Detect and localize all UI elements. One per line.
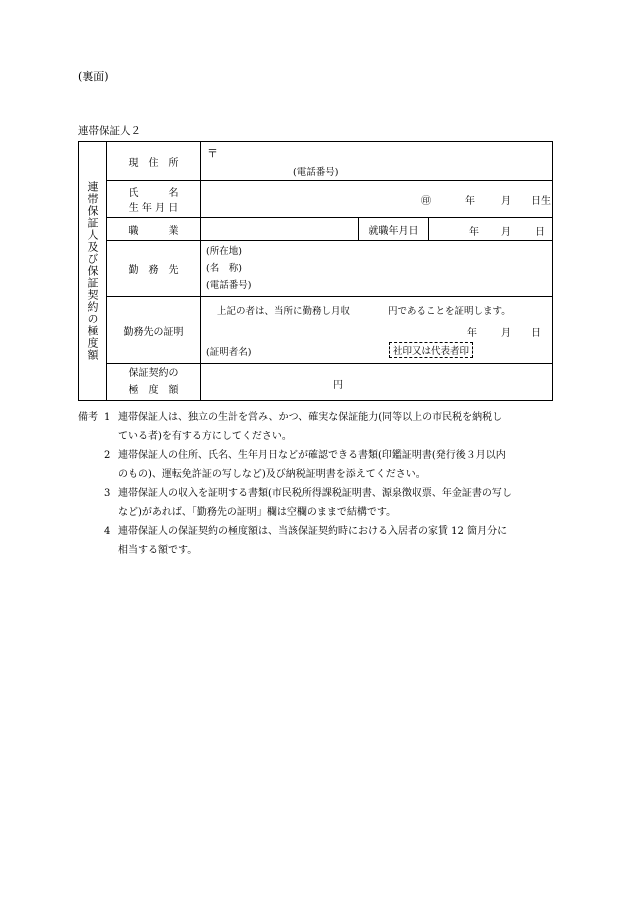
certificate-text: 上記の者は、当所に勤務し月収 円であることを証明します。 — [217, 306, 511, 317]
occupation-label: 職 業 — [107, 218, 201, 241]
employment-date-field[interactable] — [429, 218, 553, 241]
dob-month: 月 — [501, 196, 511, 207]
workplace-label: 勤 務 先 — [107, 241, 201, 297]
occupation-field[interactable] — [201, 218, 359, 241]
notes-section — [78, 408, 548, 560]
emp-day: 日 — [535, 227, 545, 238]
limit-label: 保証契約の 極 度 額 — [107, 364, 201, 401]
workplace-name-label: (名 称) — [206, 263, 242, 274]
dob-day: 日生 — [531, 196, 551, 207]
seal-mark: ㊞ — [421, 196, 431, 207]
certificate-label: 勤務先の証明 — [107, 297, 201, 364]
certifier-seal-box: 社印又は代表者印 — [389, 342, 473, 358]
certifier-label: (証明者名) — [206, 347, 252, 358]
dob-year: 年 — [465, 196, 475, 207]
cert-year: 年 — [467, 328, 477, 339]
workplace-phone-label: (電話番号) — [206, 280, 252, 291]
limit-yen: 円 — [333, 380, 343, 391]
certificate-field[interactable] — [201, 297, 553, 364]
limit-field[interactable] — [201, 364, 553, 401]
section-title: 連帯保証人２ — [78, 125, 141, 137]
page-side-label: (裏面) — [78, 70, 109, 83]
cert-month: 月 — [501, 328, 511, 339]
workplace-field[interactable] — [201, 241, 553, 297]
address-field[interactable] — [201, 142, 553, 181]
emp-month: 月 — [501, 227, 511, 238]
postal-mark: 〒 — [207, 147, 218, 160]
note-item-2: 2 連帯保証人の住所、氏名、生年月日などが確認できる書類(印鑑証明書(発行後３月以内 のもの)、運転免許証の写しなど)及び納税証明書を添えてください。 — [104, 450, 506, 480]
cert-day: 日 — [531, 328, 541, 339]
address-label: 現 住 所 — [107, 142, 201, 181]
side-label: 連帯保証人及び保証契約の極度額 — [86, 181, 99, 361]
side-label-cell — [79, 142, 107, 401]
address-phone-label: (電話番号) — [293, 167, 339, 178]
guarantor-form-table — [78, 141, 553, 401]
name-dob-field[interactable] — [201, 181, 553, 218]
note-item-1: 備考 1 連帯保証人は、独立の生計を営み、かつ、確実な保証能力(同等以上の市民税を納税し ている者)を有する方にしてください。 — [78, 408, 548, 446]
workplace-address-label: (所在地) — [206, 246, 242, 257]
employment-date-label: 就職年月日 — [359, 218, 429, 241]
note-item-4: 4 連帯保証人の保証契約の極度額は、当該保証契約時における入居者の家賃 12 箇月分に 相当する額です。 — [104, 526, 508, 556]
name-dob-label: 氏 名 生 年 月 日 — [107, 181, 201, 218]
emp-year: 年 — [469, 227, 479, 238]
notes-heading: 備考 — [78, 412, 98, 423]
note-item-3: 3 連帯保証人の収入を証明する書類(市民税所得課税証明書、源泉徴収票、年金証書の写し など)があれば、「勤務先の証明」欄は空欄のままで結構です。 — [104, 488, 512, 518]
